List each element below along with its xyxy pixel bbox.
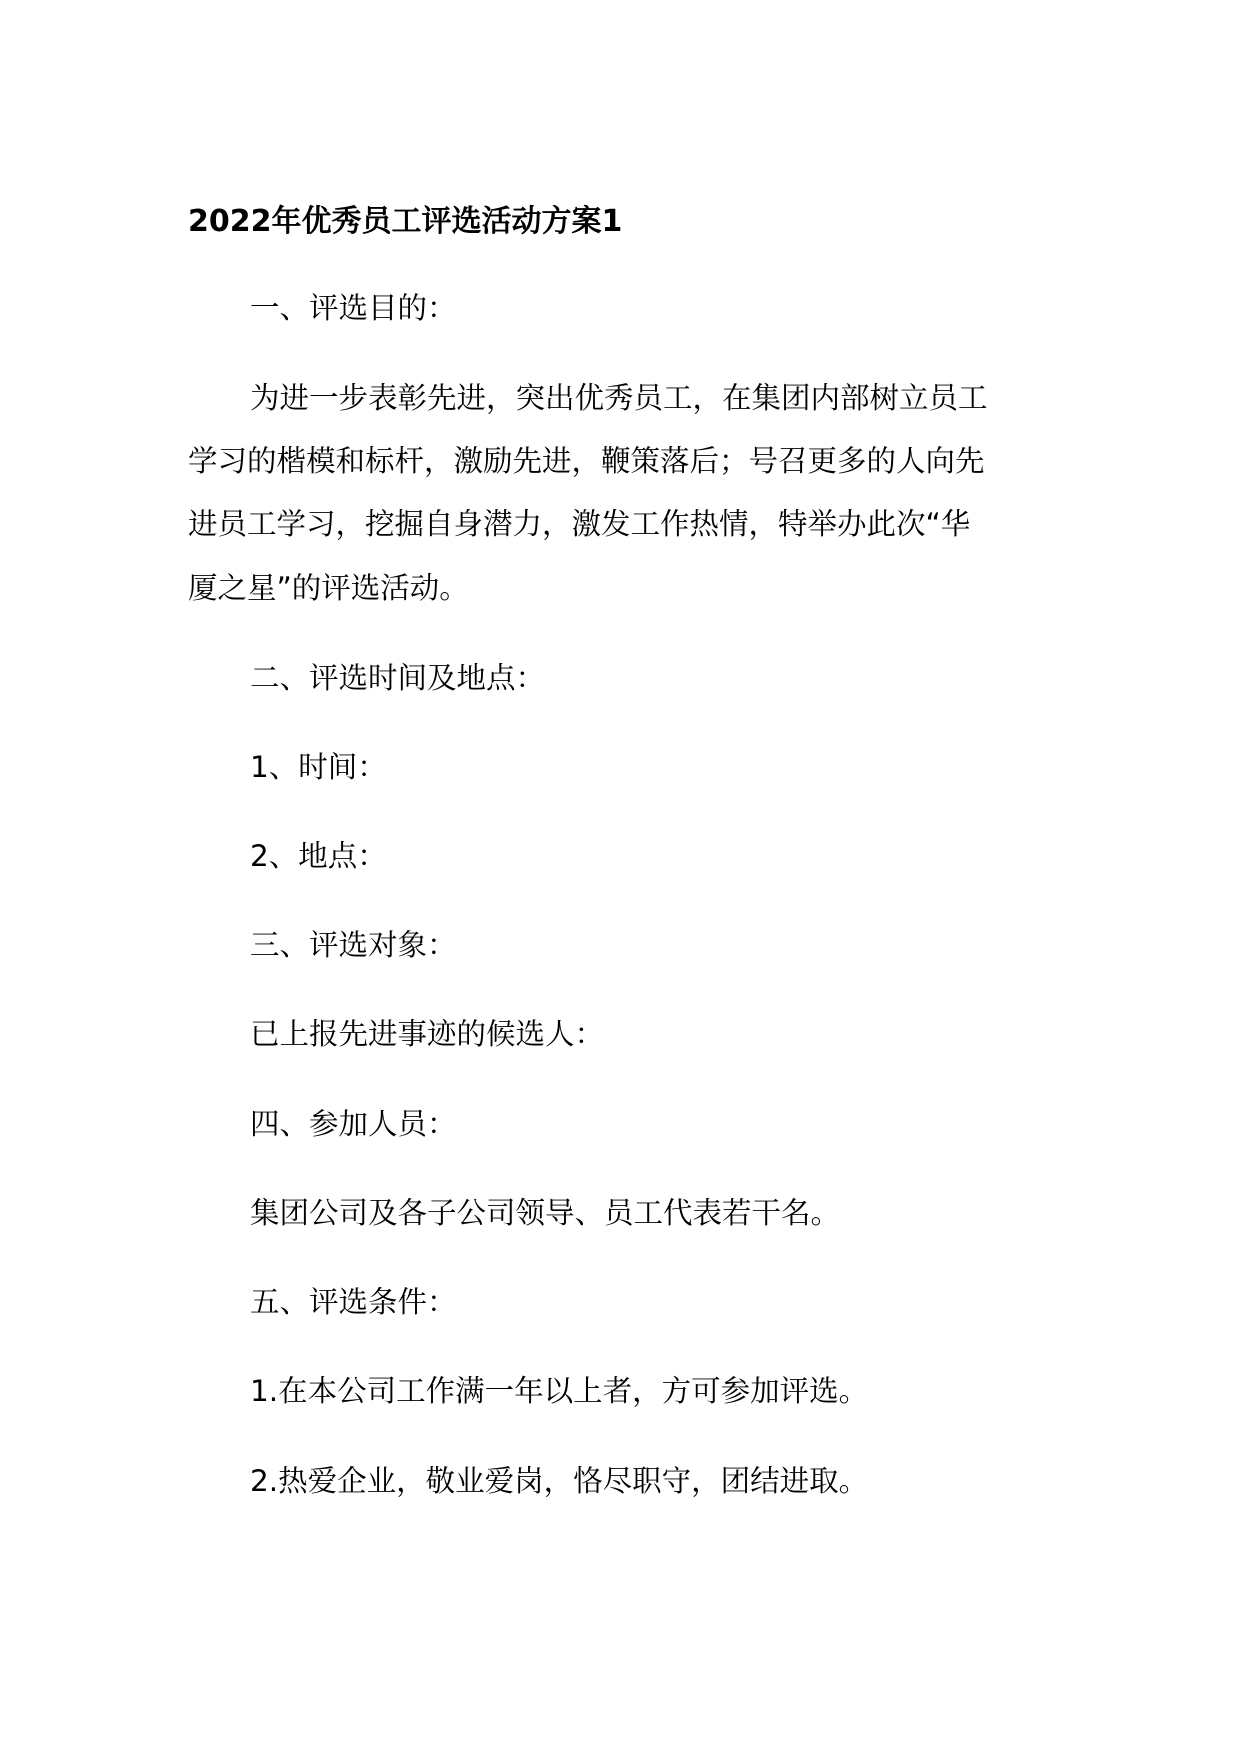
section-1-paragraph-line-4: 厦之星”的评选活动。 — [188, 571, 469, 605]
section-4-text: 集团公司及各子公司领导、员工代表若干名。 — [250, 1196, 841, 1230]
section-2-time: 1、时间： — [250, 750, 387, 784]
section-4-heading: 四、参加人员： — [250, 1107, 457, 1141]
section-5-heading: 五、评选条件： — [250, 1285, 457, 1319]
section-1-paragraph-line-3: 进员工学习，挖掘自身潜力，激发工作热情，特举办此次“华 — [188, 507, 971, 541]
section-1-heading: 一、评选目的： — [250, 291, 457, 325]
section-3-text: 已上报先进事迹的候选人： — [250, 1017, 605, 1051]
document-title: 2022年优秀员工评选活动方案1 — [188, 204, 623, 239]
section-5-item-1: 1.在本公司工作满一年以上者，方可参加评选。 — [250, 1374, 869, 1408]
section-3-heading: 三、评选对象： — [250, 928, 457, 962]
section-5-item-2: 2.热爱企业，敬业爱岗，恪尽职守，团结进取。 — [250, 1464, 869, 1498]
section-2-place: 2、地点： — [250, 839, 387, 873]
section-2-heading: 二、评选时间及地点： — [250, 661, 546, 695]
section-1-paragraph-line-1: 为进一步表彰先进，突出优秀员工，在集团内部树立员工 — [250, 381, 988, 415]
section-1-paragraph-line-2: 学习的楷模和标杆，激励先进，鞭策落后；号召更多的人向先 — [188, 444, 985, 478]
